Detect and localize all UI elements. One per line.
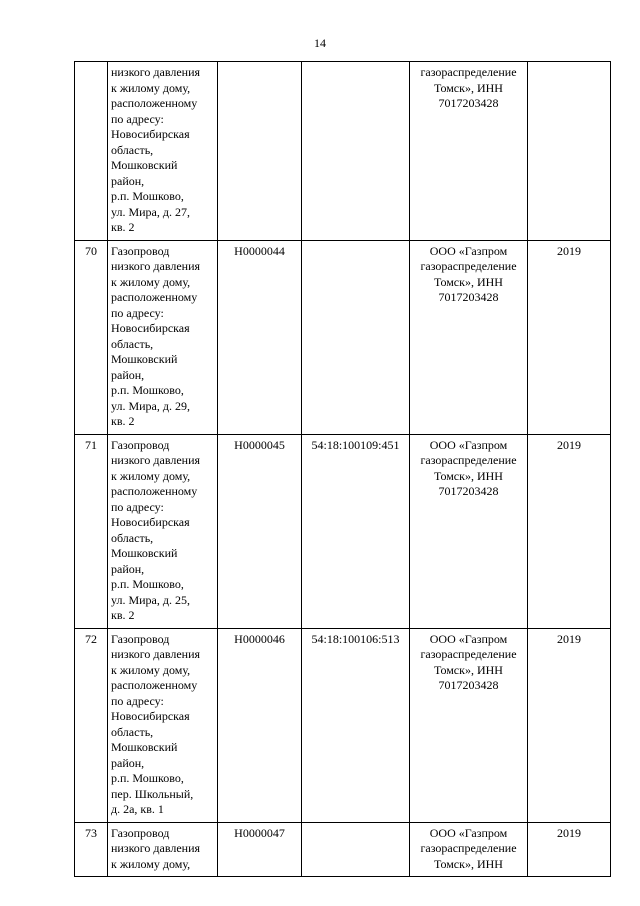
owner-cell <box>410 628 528 822</box>
object-name-cell-line: по адресу: <box>111 111 164 126</box>
owner-cell-line: 7017203428 <box>438 96 499 110</box>
owner-cell-line: ООО «Газпром <box>429 825 508 840</box>
inventory-number-cell: Н0000047 <box>218 822 302 877</box>
owner-cell <box>410 434 528 628</box>
inventory-number-cell <box>218 62 302 241</box>
table-row <box>75 628 611 822</box>
object-name-cell-line: ул. Мира, д. 27, <box>111 204 190 219</box>
object-name-cell-line: Газопровод <box>111 243 170 258</box>
object-name-cell-line: р.п. Мошково, <box>111 577 184 591</box>
cadastral-number-cell <box>302 62 410 241</box>
object-name-cell-line: низкого давления <box>111 647 201 661</box>
table-row <box>75 62 611 241</box>
object-name-cell-line: район, <box>111 561 145 576</box>
object-name-cell-line: Новосибирская <box>111 127 190 141</box>
table-row <box>75 822 611 877</box>
registry-table <box>74 61 611 877</box>
object-name-cell-line: пер. Школьный, <box>111 786 194 801</box>
object-name-cell-line: район, <box>111 367 145 382</box>
owner-cell <box>410 240 528 434</box>
page-number: 14 <box>314 36 326 50</box>
cadastral-number-cell: 54:18:100106:513 <box>302 628 410 822</box>
owner-cell-line: Томск», ИНН <box>434 468 503 483</box>
owner-cell-line: 7017203428 <box>438 484 499 498</box>
row-number-cell <box>75 62 108 241</box>
table-row <box>75 240 611 434</box>
object-name-cell-line: кв. 2 <box>111 220 135 234</box>
object-name-cell-line: низкого давления <box>111 841 201 855</box>
object-name-cell-line: р.п. Мошково, <box>111 771 184 785</box>
object-name-cell-line: область, <box>111 142 154 157</box>
row-number-cell: 71 <box>75 434 108 628</box>
object-name-cell-line: Газопровод <box>111 825 170 840</box>
owner-cell-line: Томск», ИНН <box>434 80 503 95</box>
object-name-cell-line: область, <box>111 530 154 545</box>
object-name-cell-line: Мошковский <box>111 740 178 754</box>
object-name-cell-line: д. 2а, кв. 1 <box>111 802 164 816</box>
object-name-cell-line: кв. 2 <box>111 608 135 622</box>
owner-cell-line: Томск», ИНН <box>434 856 503 871</box>
owner-cell <box>410 822 528 877</box>
object-name-cell-line: расположенному <box>111 290 198 304</box>
object-name-cell <box>108 240 218 434</box>
owner-cell-line: 7017203428 <box>438 290 499 304</box>
year-cell: 2019 <box>528 822 611 877</box>
year-cell: 2019 <box>528 240 611 434</box>
object-name-cell-line: Газопровод <box>111 631 170 646</box>
owner-cell-line: 7017203428 <box>438 678 499 692</box>
owner-cell <box>410 62 528 241</box>
object-name-cell-line: расположенному <box>111 96 198 110</box>
owner-cell-line: ООО «Газпром <box>429 631 508 646</box>
object-name-cell-line: по адресу: <box>111 693 164 708</box>
inventory-number-cell: Н0000046 <box>218 628 302 822</box>
year-cell <box>528 62 611 241</box>
object-name-cell-line: р.п. Мошково, <box>111 189 184 203</box>
object-name-cell-line: Новосибирская <box>111 709 190 723</box>
object-name-cell-line: кв. 2 <box>111 414 135 428</box>
object-name-cell-line: Мошковский <box>111 352 178 366</box>
owner-cell-line: Томск», ИНН <box>434 274 503 289</box>
object-name-cell-line: низкого давления <box>111 453 201 467</box>
object-name-cell-line: к жилому дому, <box>111 856 191 871</box>
object-name-cell-line: к жилому дому, <box>111 468 191 483</box>
owner-cell-line: Томск», ИНН <box>434 662 503 677</box>
object-name-cell-line: Мошковский <box>111 158 178 172</box>
owner-cell-line: ООО «Газпром <box>429 243 508 258</box>
cadastral-number-cell <box>302 822 410 877</box>
object-name-cell-line: ул. Мира, д. 25, <box>111 592 190 607</box>
owner-cell-line: газораспределение <box>420 647 517 661</box>
owner-cell-line: газораспределение <box>420 453 517 467</box>
object-name-cell-line: к жилому дому, <box>111 274 191 289</box>
row-number-cell: 70 <box>75 240 108 434</box>
object-name-cell-line: расположенному <box>111 484 198 498</box>
owner-cell-line: ООО «Газпром <box>429 437 508 452</box>
object-name-cell-line: по адресу: <box>111 305 164 320</box>
row-number-cell: 73 <box>75 822 108 877</box>
object-name-cell-line: Газопровод <box>111 437 170 452</box>
cadastral-number-cell: 54:18:100109:451 <box>302 434 410 628</box>
owner-cell-line: газораспределение <box>420 841 517 855</box>
object-name-cell-line: Новосибирская <box>111 321 190 335</box>
object-name-cell-line: р.п. Мошково, <box>111 383 184 397</box>
inventory-number-cell: Н0000044 <box>218 240 302 434</box>
object-name-cell-line: по адресу: <box>111 499 164 514</box>
object-name-cell-line: область, <box>111 724 154 739</box>
owner-cell-line: газораспределение <box>420 65 517 79</box>
year-cell: 2019 <box>528 628 611 822</box>
object-name-cell <box>108 628 218 822</box>
object-name-cell-line: к жилому дому, <box>111 662 191 677</box>
object-name-cell-line: к жилому дому, <box>111 80 191 95</box>
object-name-cell-line: район, <box>111 755 145 770</box>
table-row <box>75 434 611 628</box>
cadastral-number-cell <box>302 240 410 434</box>
object-name-cell <box>108 434 218 628</box>
inventory-number-cell: Н0000045 <box>218 434 302 628</box>
object-name-cell-line: район, <box>111 173 145 188</box>
object-name-cell-line: низкого давления <box>111 65 201 79</box>
object-name-cell-line: область, <box>111 336 154 351</box>
row-number-cell: 72 <box>75 628 108 822</box>
object-name-cell-line: ул. Мира, д. 29, <box>111 398 190 413</box>
year-cell: 2019 <box>528 434 611 628</box>
object-name-cell-line: Мошковский <box>111 546 178 560</box>
object-name-cell <box>108 62 218 241</box>
object-name-cell-line: низкого давления <box>111 259 201 273</box>
object-name-cell-line: расположенному <box>111 678 198 692</box>
registry-table-body <box>75 62 611 877</box>
object-name-cell-line: Новосибирская <box>111 515 190 529</box>
object-name-cell <box>108 822 218 877</box>
owner-cell-line: газораспределение <box>420 259 517 273</box>
